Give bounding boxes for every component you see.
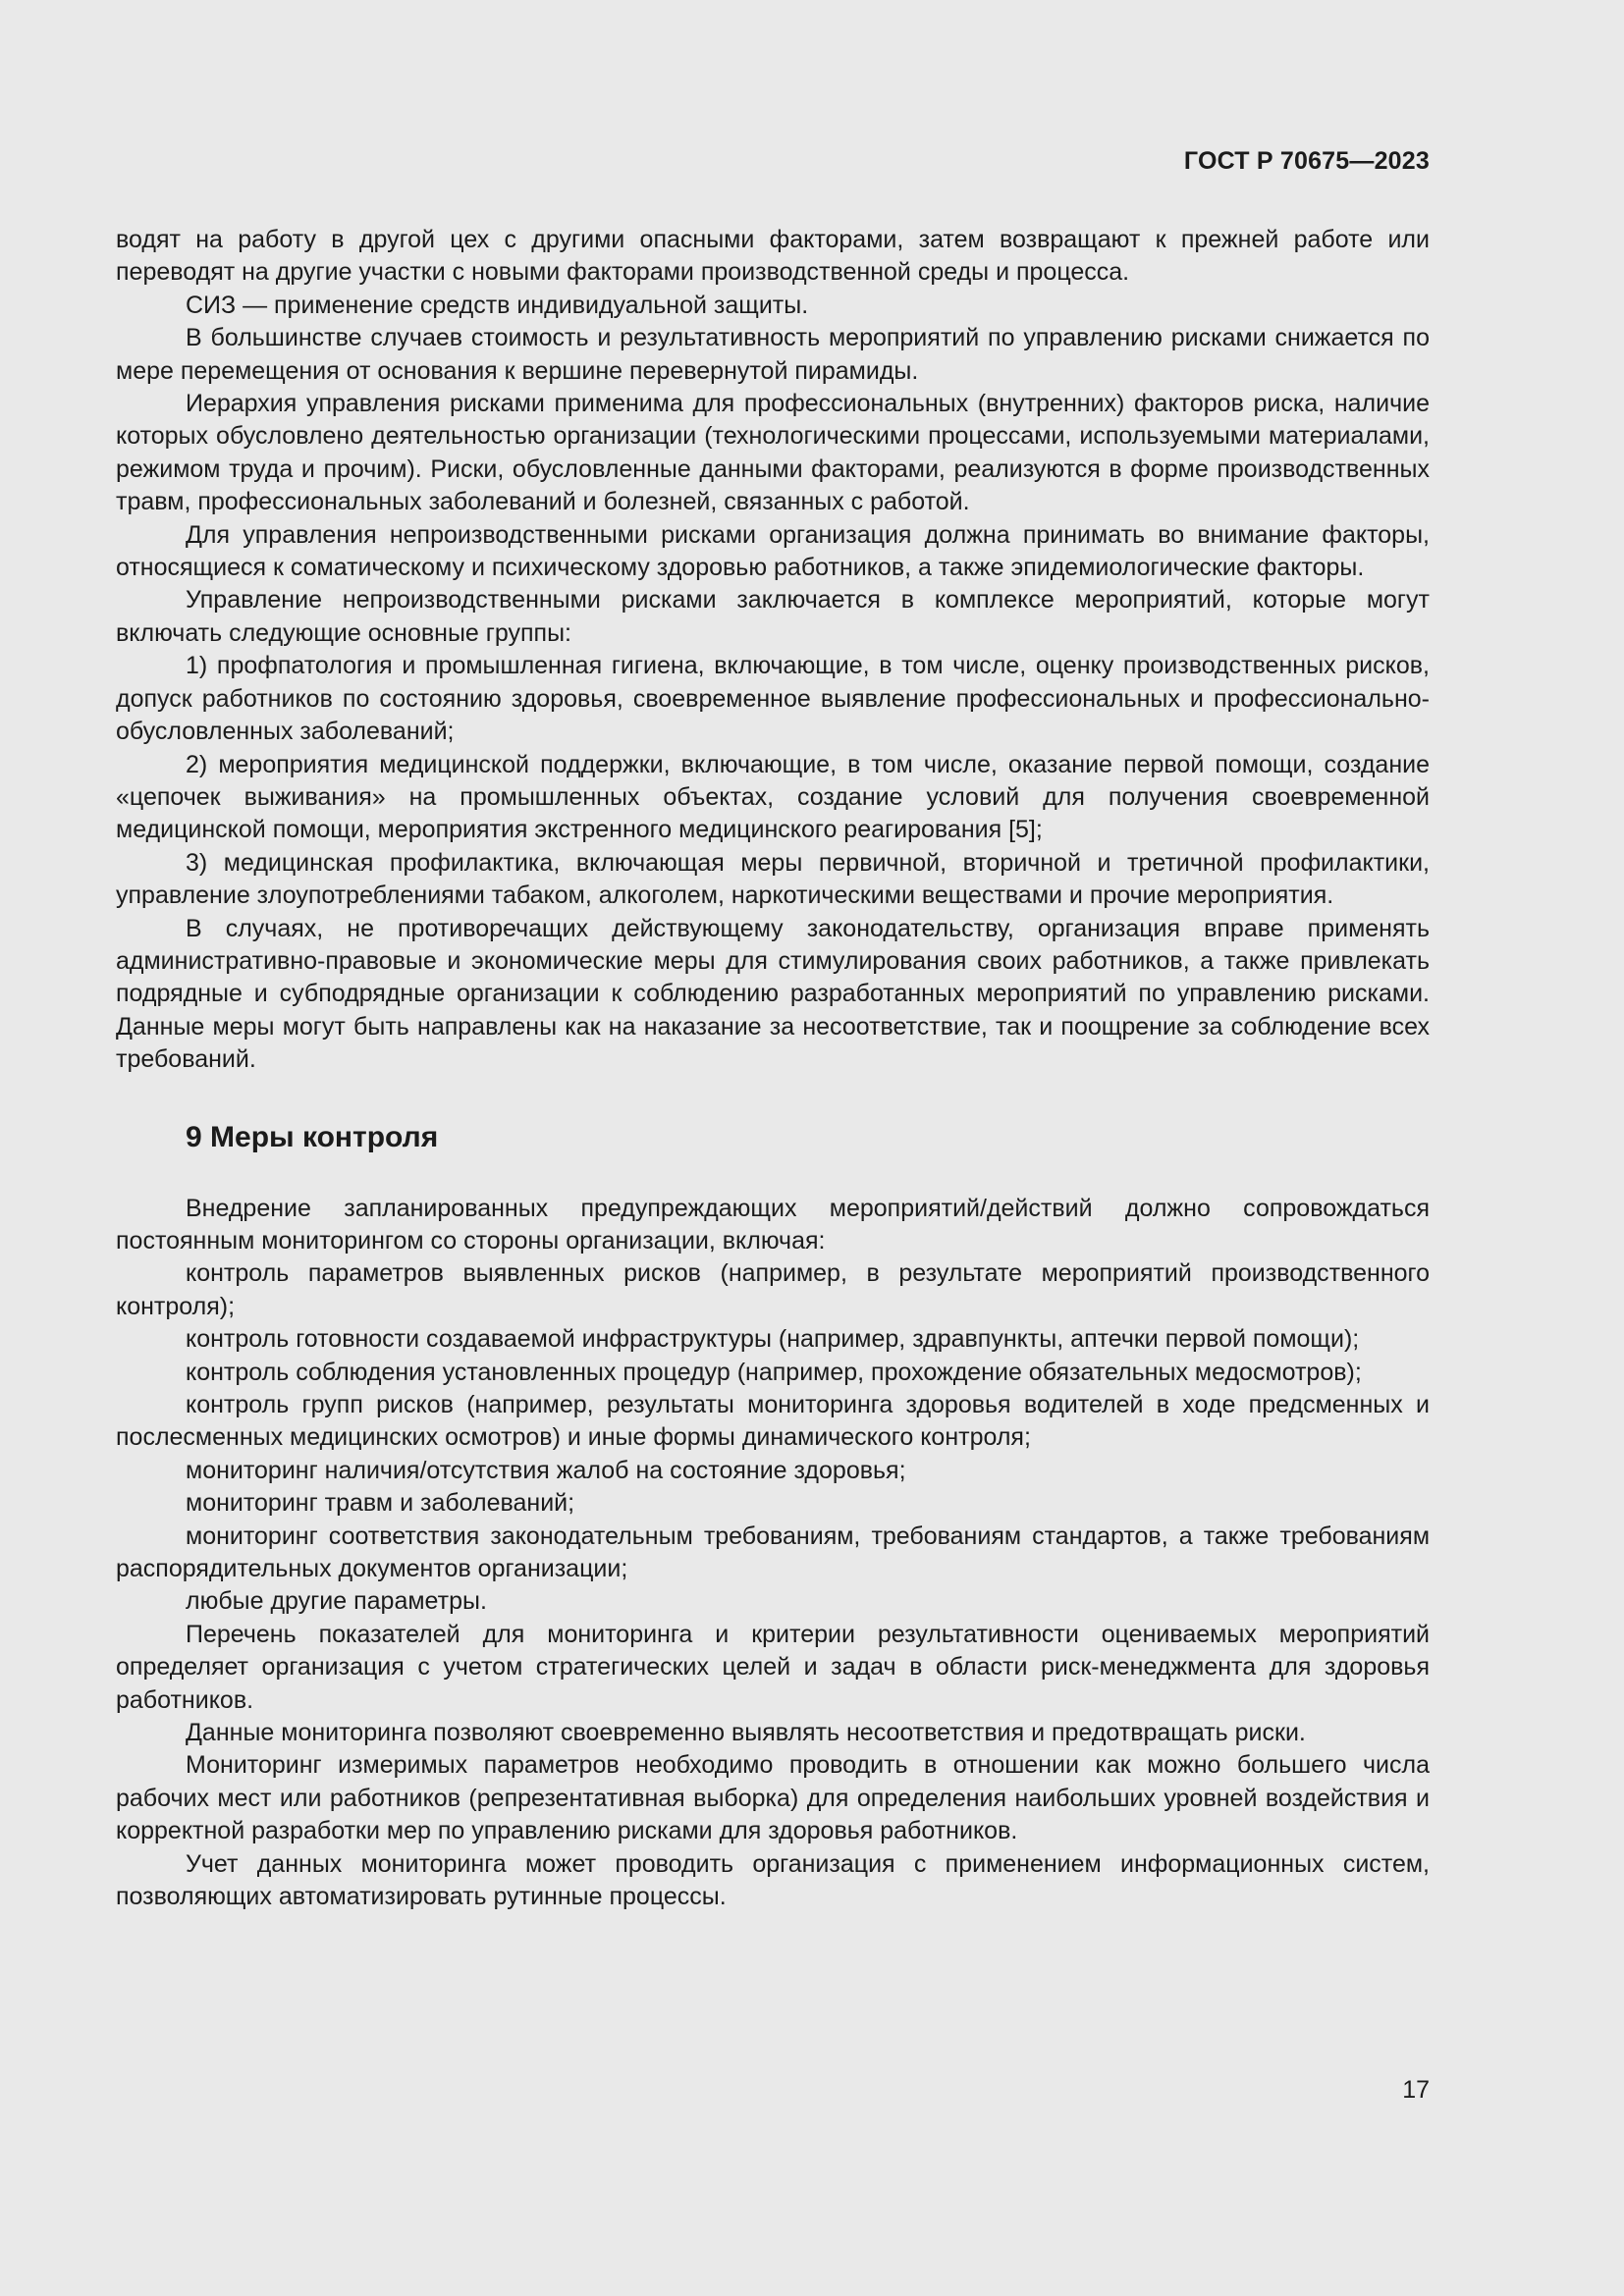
paragraph: Мониторинг измеримых параметров необходимо проводить в отношении как можно большего числа рабочих мест или работников (репрезентативная выборка) для определения наибольших уровней воздействия и корректной разработки мер по управлению рисками для здоровья работников. <box>116 1751 1430 1845</box>
page-number: 17 <box>1402 2076 1430 2104</box>
list-item: любые другие параметры. <box>186 1587 487 1616</box>
paragraph: Учет данных мониторинга может проводить организация с применением информационных систем, позволяющих автоматизировать рутинные процессы. <box>116 1849 1430 1911</box>
paragraph: В случаях, не противоречащих действующему законодательству, организация вправе применять административно-правовые и экономические меры для стимулирования своих работников, а также привлекать подрядные и субподрядные организации к соблюдению разработанных мероприятий по управлению рисками. Данные меры могут быть направлены как на наказание за несоответствие, так и поощрение за соблюдение всех требований. <box>116 914 1430 1074</box>
paragraph: Данные мониторинга позволяют своевременно выявлять несоответствия и предотвращать риски. <box>186 1719 1306 1747</box>
paragraph: водят на работу в другой цех с другими опасными факторами, затем возвращают к прежней работе или переводят на другие участки с новыми факторами производственной среды и процесса. <box>116 226 1430 287</box>
list-item: 1) профпатология и промышленная гигиена, включающие, в том числе, оценку производственных рисков, допуск работников по состоянию здоровья, своевременное выявление профессиональных и профессионально-обусловленных заболеваний; <box>116 652 1430 746</box>
paragraph: Перечень показателей для мониторинга и критерии результативности оцениваемых мероприятий определяет организация с учетом стратегических целей и задач в области риск-менеджмента для здоровья работников. <box>116 1620 1430 1714</box>
paragraph: Для управления непроизводственными рисками организация должна принимать во внимание факторы, относящиеся к соматическому и психическому здоровью работников, а также эпидемиологические факторы. <box>116 520 1430 582</box>
paragraph: В большинстве случаев стоимость и результативность мероприятий по управлению рисками снижается по мере перемещения от основания к вершине перевернутой пирамиды. <box>116 324 1430 385</box>
document-code-header: ГОСТ Р 70675—2023 <box>1183 147 1430 175</box>
list-item: контроль готовности создаваемой инфраструктуры (например, здравпункты, аптечки первой помощи); <box>186 1325 1360 1354</box>
paragraphs-after-section <box>116 1193 1430 1914</box>
list-item: мониторинг наличия/отсутствия жалоб на состояние здоровья; <box>186 1456 906 1484</box>
paragraphs-before-section <box>116 224 1430 1077</box>
paragraph: Управление непроизводственными рисками заключается в комплексе мероприятий, которые могут включать следующие основные группы: <box>116 586 1430 647</box>
paragraph: СИЗ — применение средств индивидуальной защиты. <box>186 291 809 319</box>
section-heading: 9 Меры контроля <box>186 1120 439 1153</box>
page-body <box>116 224 1430 1914</box>
list-item: 3) медицинская профилактика, включающая меры первичной, вторичной и третичной профилактики, управление злоупотреблениями табаком, алкоголем, наркотическими веществами и прочие мероприятия. <box>116 848 1430 910</box>
list-item: контроль соблюдения установленных процедур (например, прохождение обязательных медосмотров); <box>186 1358 1362 1386</box>
list-item: контроль групп рисков (например, результаты мониторинга здоровья водителей в ходе предсменных и послесменных медицинских осмотров) и иные формы динамического контроля; <box>116 1391 1430 1452</box>
list-item: 2) мероприятия медицинской поддержки, включающие, в том числе, оказание первой помощи, создание «цепочек выживания» на промышленных объектах, создание условий для получения своевременной медицинской помощи, мероприятия экстренного медицинского реагирования [5]; <box>116 750 1430 844</box>
list-item: контроль параметров выявленных рисков (например, в результате мероприятий производственного контроля); <box>116 1259 1430 1320</box>
list-item: мониторинг травм и заболеваний; <box>186 1489 575 1518</box>
list-item: мониторинг соответствия законодательным требованиям, требованиям стандартов, а также требованиям распорядительных документов организации; <box>116 1522 1430 1583</box>
paragraph: Внедрение запланированных предупреждающих мероприятий/действий должно сопровождаться постоянным мониторингом со стороны организации, включая: <box>116 1194 1430 1255</box>
paragraph: Иерархия управления рисками применима для профессиональных (внутренних) факторов риска, наличие которых обусловлено деятельностью организации (технологическими процессами, используемыми материалами, режимом труда и прочим). Риски, обусловленные данными факторами, реализуются в форме производственных травм, профессиональных заболеваний и болезней, связанных с работой. <box>116 390 1430 516</box>
